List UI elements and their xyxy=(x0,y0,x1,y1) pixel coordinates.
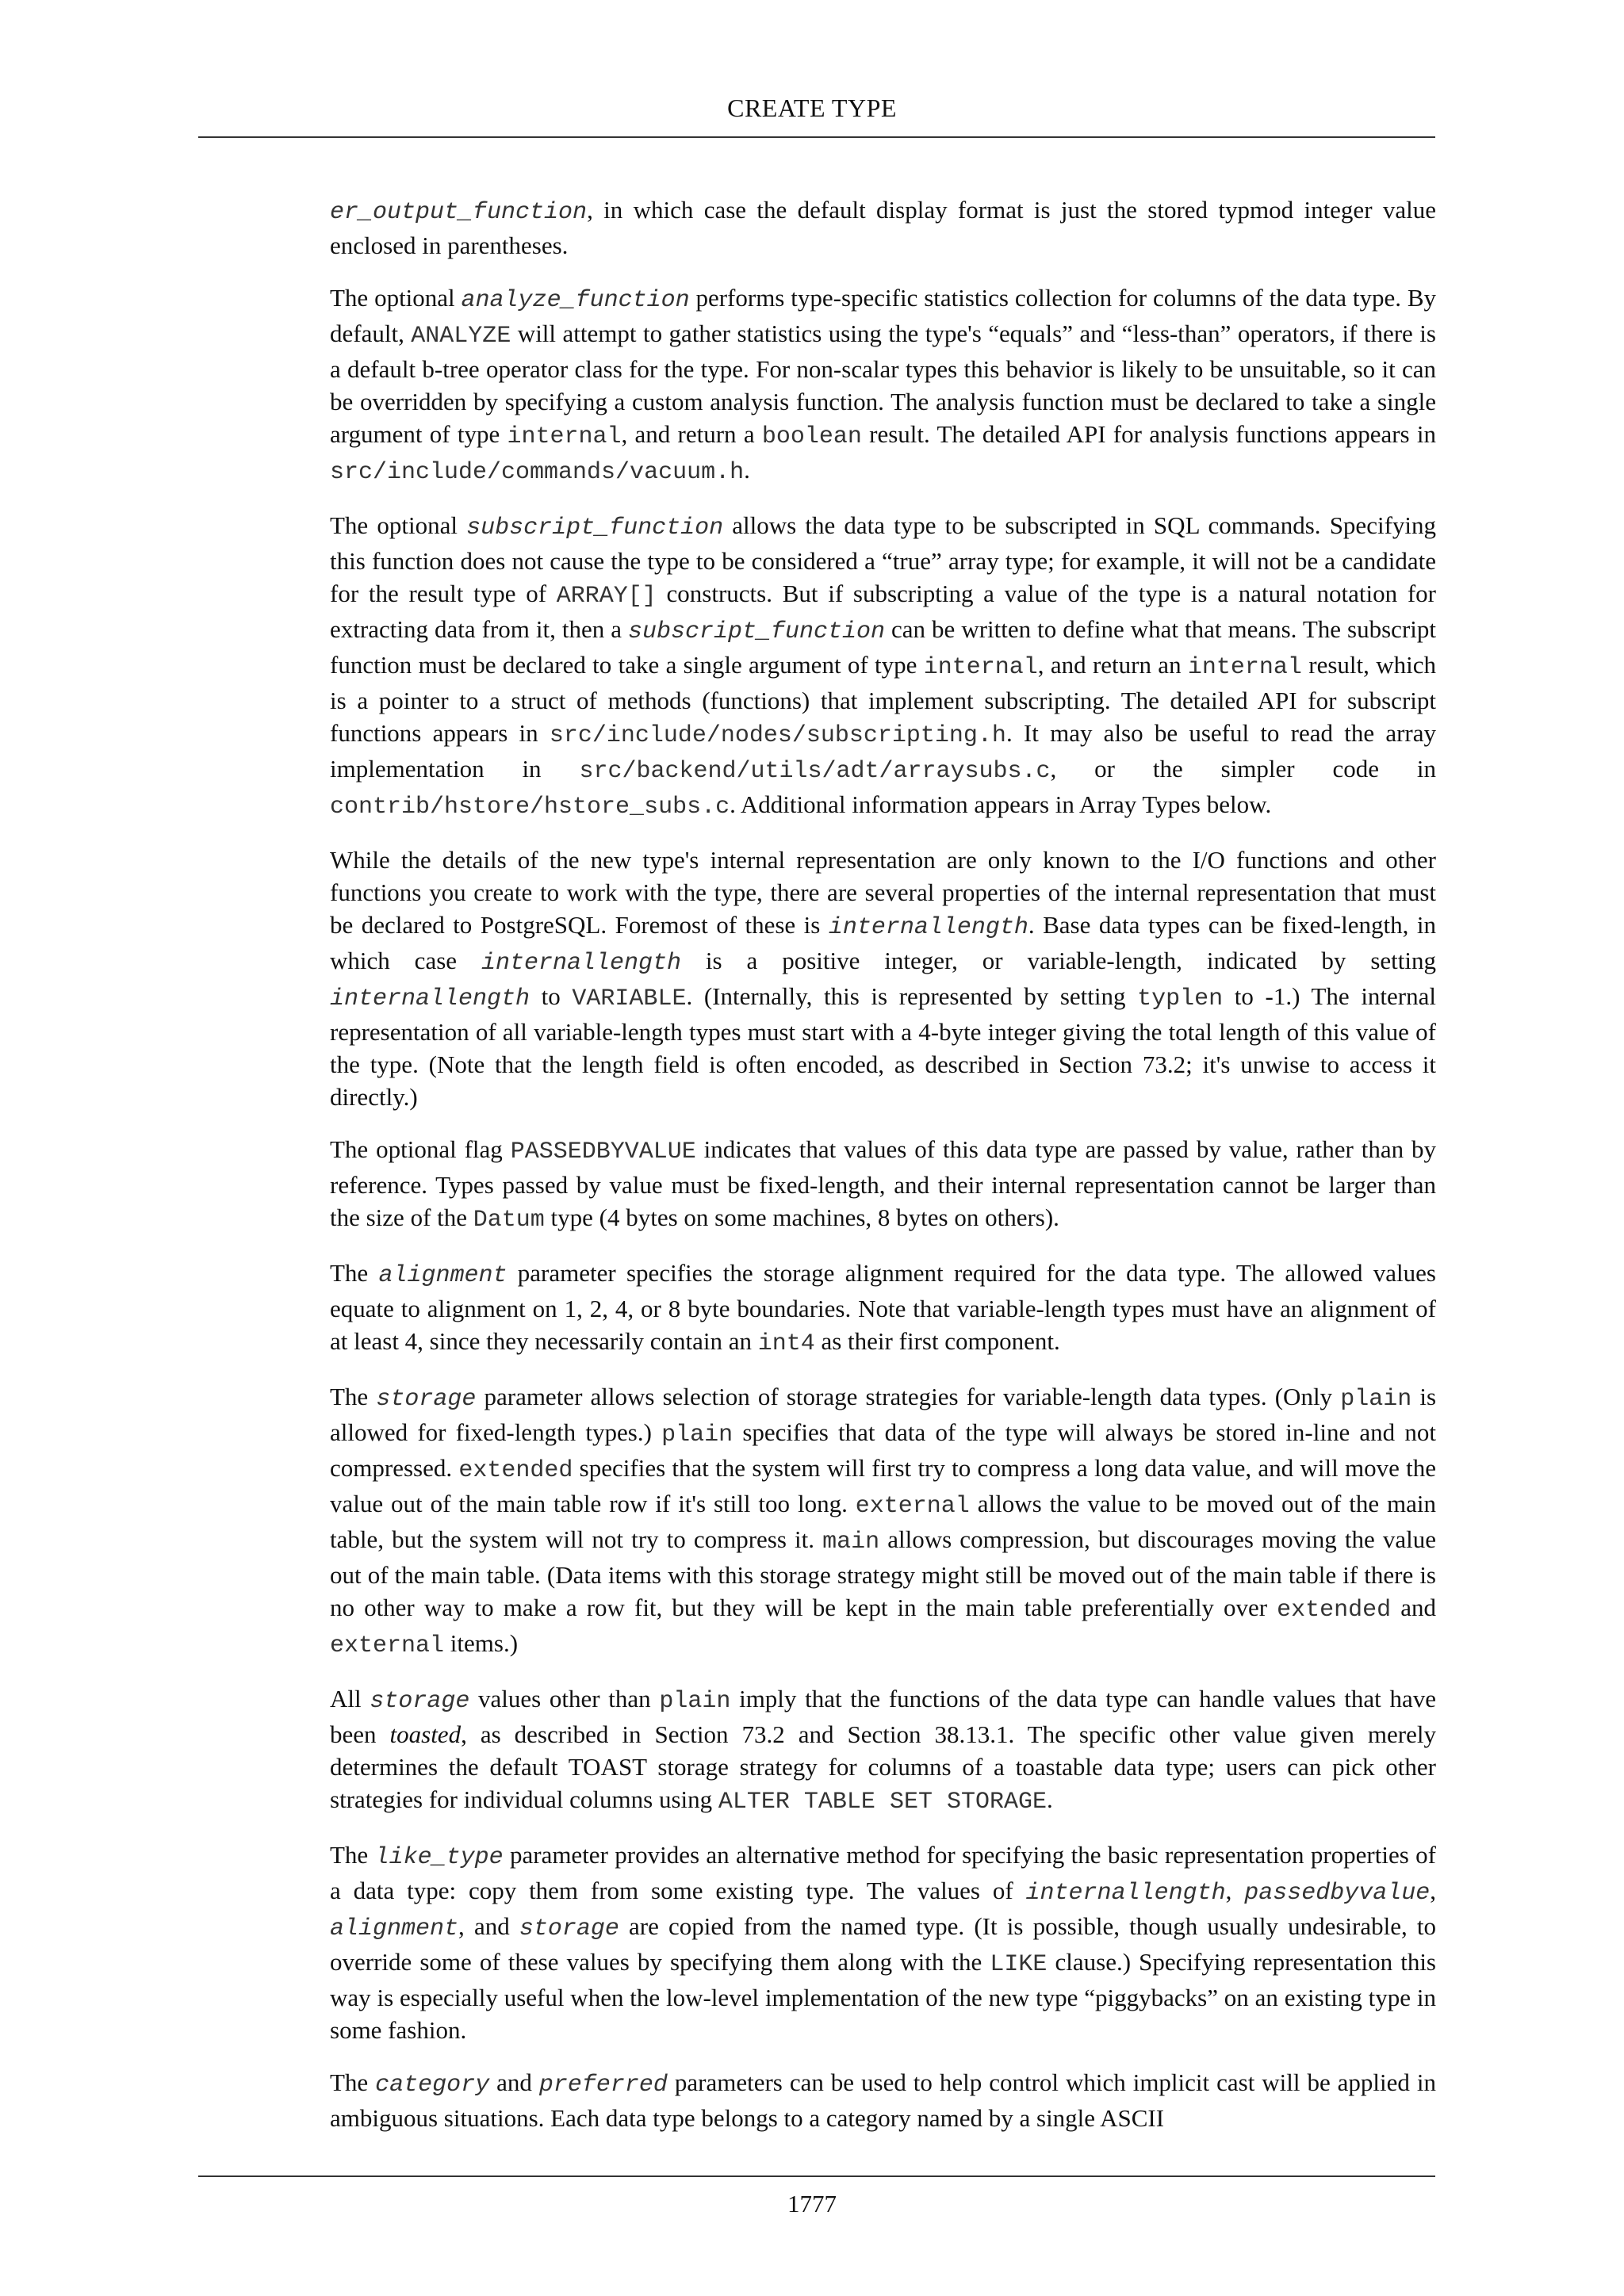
text-run: items.) xyxy=(444,1629,519,1657)
text-run: specifies that data of the type will always be stored in-line and not compressed. xyxy=(330,1418,1436,1482)
text-run: The optional flag xyxy=(330,1135,511,1163)
parameter-name: subscript_function xyxy=(627,618,886,645)
parameter-name: storage xyxy=(376,1386,477,1413)
text-run: parameter allows selection of storage strategies for variable-length data types. (Only xyxy=(476,1383,1341,1410)
paragraph xyxy=(330,2066,1436,2134)
page-number: 1777 xyxy=(787,2190,837,2218)
parameter-name: like_type xyxy=(374,1844,504,1871)
text-run: . xyxy=(1046,1785,1053,1813)
text-run: constructs. But if subscripting a value of the type is a natural notation for extracting data from it, then a xyxy=(330,580,1436,643)
parameter-name: storage xyxy=(370,1688,470,1715)
paragraph xyxy=(330,1257,1436,1360)
footer-rule xyxy=(198,2175,1435,2177)
parameter-name: category xyxy=(375,2072,490,2099)
code-literal: plain xyxy=(659,1688,731,1715)
text-run: , and return a xyxy=(621,420,762,448)
text-run: . xyxy=(744,456,750,484)
code-literal: PASSEDBYVALUE xyxy=(510,1138,696,1165)
text-run: and xyxy=(1391,1594,1436,1621)
text-run: parameter provides an alternative method for specifying the basic representation properties of a data type: copy them from some existing type. The values of xyxy=(330,1841,1436,1904)
text-run: The optional xyxy=(330,284,462,312)
text-run: While the details of the new type's internal representation are only known to the I/O functions and other functions you create to work with the type, there are several properties of the internal representation that must be declared to PostgreSQL. Foremost of these is xyxy=(330,846,1436,939)
parameter-name: internallength xyxy=(1025,1880,1226,1907)
text-run: The xyxy=(330,1383,377,1410)
text-run: allows the data type to be subscripted in SQL commands. Specifying this function does not cause the type to be considered a “true” array type; for example, it will not be a candidate for the result type of xyxy=(330,511,1437,607)
code-literal: src/include/commands/vacuum.h xyxy=(330,459,745,486)
text-run: . It may also be useful to read the array implementation in xyxy=(330,719,1436,783)
code-literal: external xyxy=(855,1493,970,1520)
text-run: result, which is a pointer to a struct of methods (functions) that implement subscripting. The detailed API for subscript functions appears in xyxy=(330,651,1436,747)
parameter-name: internallength xyxy=(330,985,530,1012)
text-run: specifies that the system will first try to compress a long data value, and will move the value out of the main table row if it's still too long. xyxy=(330,1454,1436,1517)
code-literal: internal xyxy=(507,423,622,450)
code-literal: ARRAY[] xyxy=(556,583,657,610)
paragraph xyxy=(330,1839,1436,2046)
code-literal: ANALYZE xyxy=(411,323,511,350)
text-run: allows the value to be moved out of the main table, but the system will not try to compress it. xyxy=(330,1490,1436,1553)
parameter-name: analyze_function xyxy=(461,287,690,314)
text-run: , xyxy=(1225,1877,1245,1904)
code-literal: main xyxy=(822,1529,880,1556)
code-literal: extended xyxy=(458,1457,573,1484)
parameter-name: internallength xyxy=(481,950,681,977)
paragraph xyxy=(330,509,1436,824)
text-run: to xyxy=(530,982,573,1010)
text-run: imply that the functions of the data type can handle values that have been xyxy=(330,1685,1436,1748)
text-run: The xyxy=(330,2068,376,2096)
code-literal: typlen xyxy=(1137,985,1224,1012)
text-run: will attempt to gather statistics using the type's “equals” and “less-than” operators, if there is a default b-tree operator class for the type. For non-scalar types this behavior is likely to be unsuitable, so it can be overridden by specifying a custom analysis function. The analysis function must be declared to take a single argument of type xyxy=(330,320,1436,448)
text-run: clause.) Specifying representation this way is especially useful when the low-level implementation of the new type “piggybacks” on an existing type in some fashion. xyxy=(330,1948,1436,2044)
text-run: as their first component. xyxy=(814,1327,1060,1355)
text-run: indicates that values of this data type are passed by value, rather than by reference. Types passed by value must be fixed-length, and their internal representation cannot be larger than the size of the xyxy=(330,1135,1436,1231)
code-literal: LIKE xyxy=(990,1951,1048,1978)
code-literal: extended xyxy=(1277,1597,1392,1624)
body-text xyxy=(330,193,1436,2154)
code-literal: src/include/nodes/subscripting.h xyxy=(549,722,1006,749)
text-run: can be written to define what that means. The subscript function must be declared to take a single argument of type xyxy=(330,615,1436,679)
text-run: and xyxy=(489,2068,539,2096)
paragraph xyxy=(330,1682,1436,1819)
text-run: , in which case the default display format is just the stored typmod integer value enclosed in parentheses. xyxy=(330,196,1436,259)
text-run: . Additional information appears in Array Types below. xyxy=(730,790,1272,818)
text-run: . (Internally, this is represented by setting xyxy=(686,982,1138,1010)
text-run: is allowed for fixed-length types.) xyxy=(330,1383,1437,1446)
text-run: The xyxy=(330,1259,379,1287)
code-literal: Datum xyxy=(473,1207,545,1234)
parameter-name: storage xyxy=(519,1915,619,1942)
code-literal: internal xyxy=(923,654,1038,681)
text-run: , or the simpler code in xyxy=(1050,755,1436,783)
paragraph xyxy=(330,1133,1436,1237)
code-literal: internal xyxy=(1187,654,1302,681)
code-literal: plain xyxy=(661,1422,733,1448)
code-literal: ALTER TABLE SET STORAGE xyxy=(718,1789,1047,1816)
text-run: parameter specifies the storage alignment required for the data type. The allowed values equate to alignment on 1, 2, 4, or 8 byte boundaries. Note that variable-length types must have an alignment of at least 4, since they necessarily contain an xyxy=(330,1259,1436,1355)
parameter-name: preferred xyxy=(538,2072,668,2099)
text-run: , as described in Section 73.2 and Section 38.13.1. The specific other value given merely determines the default TOAST storage strategy for columns of a toastable data type; users can pick other strategies for individual columns using xyxy=(330,1720,1436,1813)
paragraph xyxy=(330,844,1436,1113)
text-run: are copied from the named type. (It is possible, though usually undesirable, to override some of these values by specifying them along with the xyxy=(330,1912,1436,1976)
text-run: type (4 bytes on some machines, 8 bytes on others). xyxy=(544,1203,1059,1231)
text-run: The xyxy=(330,1841,375,1869)
code-literal: src/backend/utils/adt/arraysubs.c xyxy=(579,758,1051,785)
text-run: , xyxy=(1430,1877,1436,1904)
text-run: , and return an xyxy=(1037,651,1188,679)
parameter-name: internallength xyxy=(828,914,1028,941)
code-literal: contrib/hstore/hstore_subs.c xyxy=(330,794,730,821)
code-literal: external xyxy=(330,1632,445,1659)
parameter-name: er_output_function xyxy=(330,199,588,226)
text-run: is a positive integer, or variable-length, indicated by setting xyxy=(681,947,1436,974)
header-rule xyxy=(198,136,1435,138)
paragraph xyxy=(330,281,1436,489)
emphasis: toasted xyxy=(389,1720,462,1748)
running-header: CREATE TYPE xyxy=(727,94,897,122)
code-literal: plain xyxy=(1340,1386,1412,1413)
code-literal: VARIABLE xyxy=(572,985,687,1012)
text-run: values other than xyxy=(469,1685,660,1712)
text-run: allows compression, but discourages moving the value out of the main table. (Data items with this storage strategy might still be moved out of the main table if there is no other way to make a row fit, but they will be kept in the main table preferentially over xyxy=(330,1525,1436,1621)
paragraph xyxy=(330,1380,1436,1663)
parameter-name: alignment xyxy=(330,1915,459,1942)
text-run: All xyxy=(330,1685,370,1712)
text-run: performs type-specific statistics collection for columns of the data type. By default, xyxy=(330,284,1436,347)
parameter-name: subscript_function xyxy=(466,515,724,541)
parameter-name: passedbyvalue xyxy=(1244,1880,1431,1907)
code-literal: int4 xyxy=(757,1330,815,1357)
text-run: result. The detailed API for analysis functions appears in xyxy=(861,420,1436,448)
text-run: , and xyxy=(458,1912,519,1940)
text-run: The optional xyxy=(330,511,467,539)
parameter-name: alignment xyxy=(378,1262,508,1289)
paragraph xyxy=(330,193,1436,262)
text-run: parameters can be used to help control which implicit cast will be applied in ambiguous situations. Each data type belongs to a category named by a single ASCII xyxy=(330,2068,1436,2132)
text-run: to -1.) The internal representation of all variable-length types must start with a 4-byte integer giving the total length of this value of the type. (Note that the length field is often encoded, as described in Section 73.2; it's unwise to access it directly.) xyxy=(330,982,1436,1111)
text-run: . Base data types can be fixed-length, in which case xyxy=(330,911,1436,974)
code-literal: boolean xyxy=(761,423,862,450)
